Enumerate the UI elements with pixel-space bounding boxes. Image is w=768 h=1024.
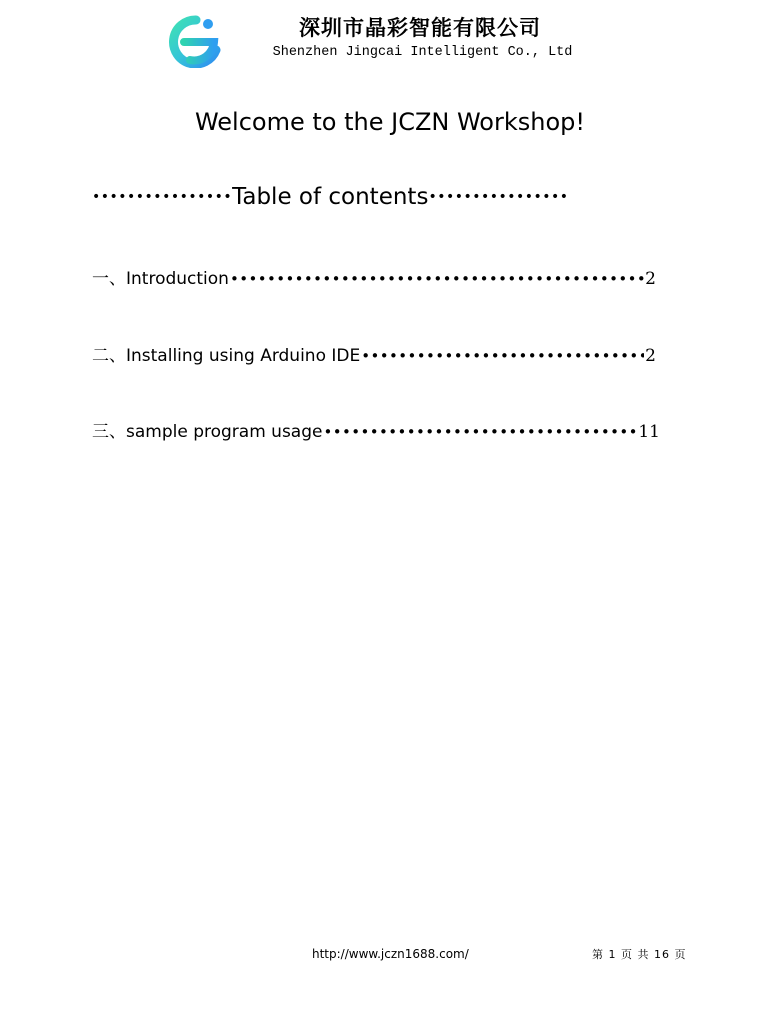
toc-heading-leading-dots: •••••••••••••••• — [92, 189, 233, 205]
company-name-chinese: 深圳市晶彩智能有限公司 — [299, 16, 541, 40]
toc-entry-number: 一、 — [92, 269, 126, 289]
company-name-english: Shenzhen Jingcai Intelligent Co., Ltd — [272, 45, 573, 60]
toc-entry-installing[interactable] — [92, 341, 656, 366]
toc-entry-page-number: 11 — [638, 422, 660, 442]
toc-heading-label: Table of contents — [232, 184, 429, 210]
toc-heading — [92, 184, 652, 210]
toc-entry-sample-program[interactable] — [92, 417, 660, 442]
toc-entry-page-number: 2 — [645, 269, 656, 289]
document-title: Welcome to the JCZN Workshop! — [194, 108, 586, 136]
toc-entry-number: 三、 — [92, 422, 126, 442]
toc-entry-dot-leader — [360, 347, 644, 365]
toc-entry-introduction[interactable] — [92, 264, 656, 289]
footer-website-link[interactable]: http://www.jczn1688.com/ — [312, 947, 469, 961]
toc-heading-trailing-dots: •••••••••••••••• — [428, 189, 569, 205]
toc-entry-page-number: 2 — [645, 346, 656, 366]
toc-entry-dot-leader — [322, 423, 637, 441]
toc-entry-text: Installing using Arduino IDE — [126, 346, 361, 366]
g-logo-icon — [166, 14, 222, 68]
toc-entry-dot-leader — [229, 270, 644, 288]
toc-entry-number: 二、 — [92, 346, 126, 366]
toc-entry-text: Introduction — [126, 269, 229, 289]
footer-page-indicator: 第 1 页 共 16 页 — [592, 948, 687, 961]
company-logo-icon — [166, 14, 222, 68]
toc-entry-text: sample program usage — [126, 422, 323, 442]
